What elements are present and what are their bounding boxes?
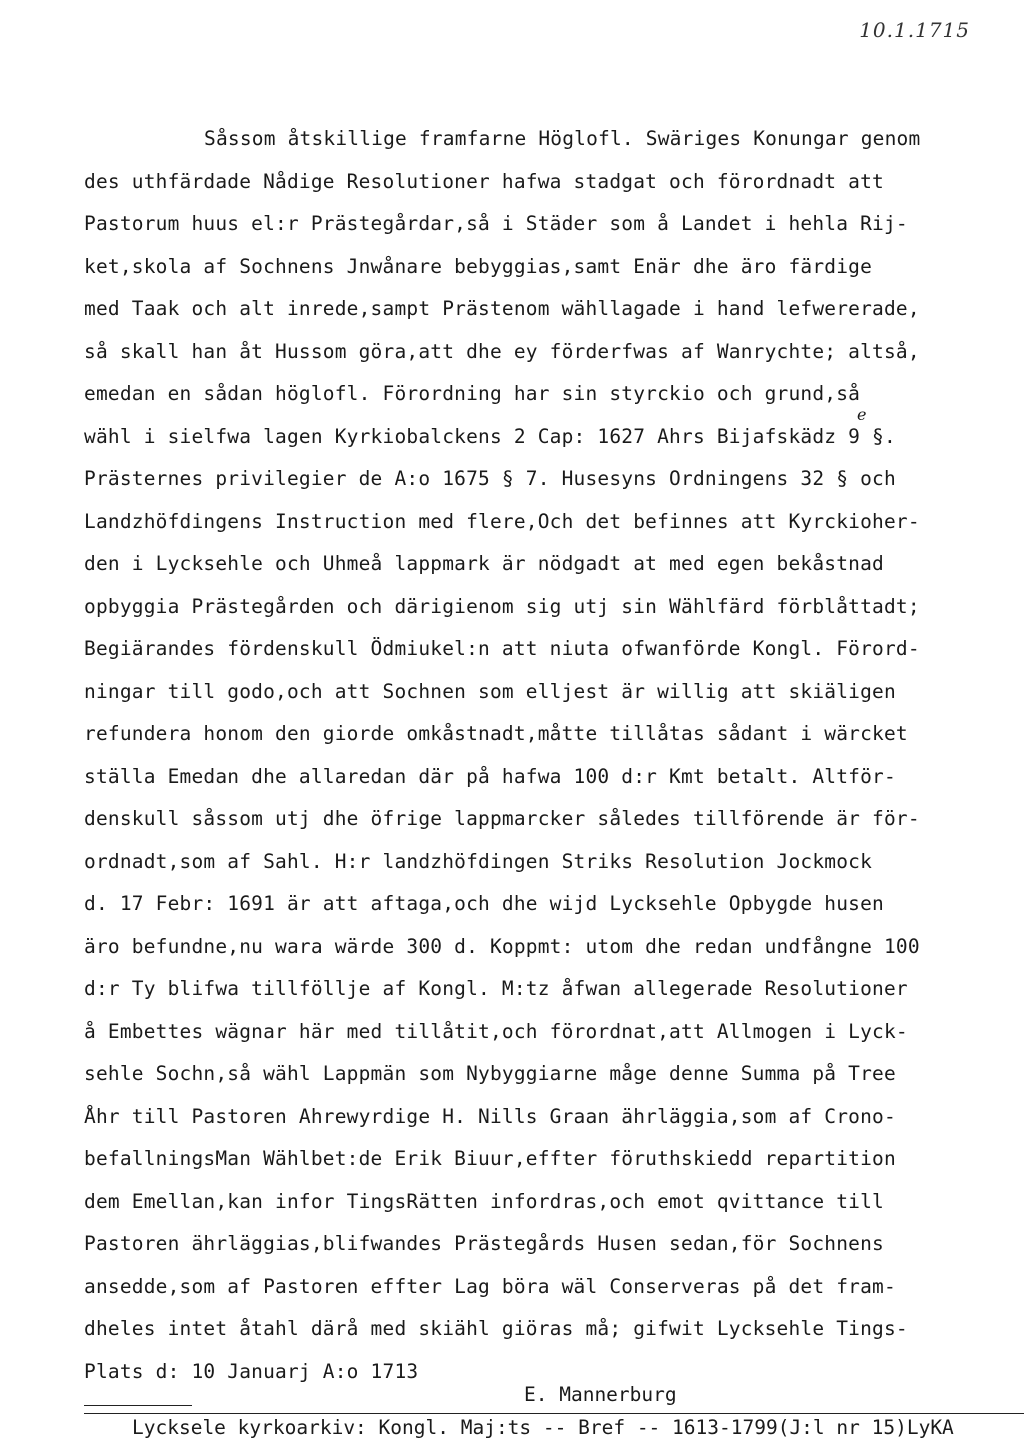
text-line: Prästernes privilegier de A:o 1675 § 7. Husesyns Ordningens 32 § och <box>84 467 896 490</box>
text-line: opbyggia Prästegården och därigienom sig utj sin Wählfärd förblåttadt; <box>84 594 920 618</box>
text-line: befallningsMan Wählbet:de Erik Biuur,effter föruthskiedd repartition <box>84 1147 896 1170</box>
reference-mark: 10.1.1715 <box>859 18 970 42</box>
archive-reference: Lycksele kyrkoarkiv: Kongl. Maj:ts -- Bref -- 1613-1799(J:l nr 15)LyKA <box>132 1416 954 1439</box>
text-line: Pastoren ährläggias,blifwandes Prästegårds Husen sedan,för Sochnens <box>84 1232 884 1255</box>
text-line: å Embettes wägnar här med tillåtit,och förordnat,att Allmogen i Lyck- <box>84 1019 908 1043</box>
text-line: Åhr till Pastoren Ahrewyrdige H. Nills Graan ährläggia,som af Crono- <box>84 1104 896 1128</box>
text-line: så skall han åt Hussom göra,att dhe ey förderfwas af Wanrychte; altså, <box>84 339 920 363</box>
text-line: Pastorum huus el:r Prästegårdar,så i Städer som å Landet i hehla Rij- <box>84 212 908 235</box>
text-line: wähl i sielfwa lagen Kyrkiobalckens 2 Cap: 1627 Ahrs Bijafskädz 9 §. <box>84 424 896 448</box>
text-line: ordnadt,som af Sahl. H:r landzhöfdingen Striks Resolution Jockmock <box>84 849 873 873</box>
text-line: emedan en sådan höglofl. Förordning har sin styrckio och grund,så <box>84 382 861 405</box>
document-body <box>84 118 964 1393</box>
text-line: refundera honom den giorde omkåstnadt,måtte tillåtas sådant i wärcket <box>84 722 908 745</box>
archive-divider <box>84 1413 1024 1414</box>
text-line: d:r Ty blifwa tillföllje af Kongl. M:tz åfwan allegerade Resolutioner <box>84 977 908 1000</box>
text-line: ningar till godo,och att Sochnen som elljest är willig att skiäligen <box>84 679 896 703</box>
text-line: des uthfärdade Nådige Resolutioner hafwa stadgat och förordnadt att <box>84 169 884 193</box>
text-line: dheles intet åtahl därå med skiähl giöras må; gifwit Lycksehle Tings- <box>84 1317 908 1340</box>
signature-name: E. Mannerburg <box>524 1383 677 1406</box>
text-line: Landzhöfdingens Instruction med flere,Och det befinnes att Kyrckioher- <box>84 509 920 533</box>
text-line: Begiärandes fördenskull Ödmiukel:n att niuta ofwanförde Kongl. Förord- <box>84 637 920 660</box>
text-line: Plats d: 10 Januarj A:o 1713 <box>84 1359 419 1383</box>
text-line: Såssom åtskillige framfarne Höglofl. Swäriges Konungar genom <box>204 127 921 150</box>
signature-row <box>84 1383 964 1413</box>
signature-rule <box>84 1405 192 1406</box>
text-line: sehle Sochn,så wähl Lappmän som Nybyggiarne måge denne Summa på Tree <box>84 1062 896 1085</box>
text-line: den i Lycksehle och Uhmeå lappmark är nödgadt at med egen bekåstnad <box>84 552 884 575</box>
text-line: denskull såssom utj dhe öfrige lappmarcker således tillförende är för- <box>84 807 920 830</box>
text-line: d. 17 Febr: 1691 är att aftaga,och dhe wijd Lycksehle Opbygde husen <box>84 892 884 915</box>
text-line: med Taak och alt inrede,sampt Prästenom wähllagade i hand lefwererade, <box>84 297 920 320</box>
text-line: dem Emellan,kan infor TingsRätten infordras,och emot qvittance till <box>84 1189 884 1213</box>
text-line: ställa Emedan dhe allaredan där på hafwa 100 d:r Kmt betalt. Altför- <box>84 764 896 788</box>
text-line: äro befundne,nu wara wärde 300 d. Koppmt: utom dhe redan undfångne 100 <box>84 934 920 958</box>
text-line: ansedde,som af Pastoren effter Lag böra wäl Conserveras på det fram- <box>84 1274 896 1298</box>
superscript-e: e <box>857 405 867 424</box>
text-line: ket,skola af Sochnens Jnwånare bebyggias,samt Enär dhe äro färdige <box>84 254 873 278</box>
